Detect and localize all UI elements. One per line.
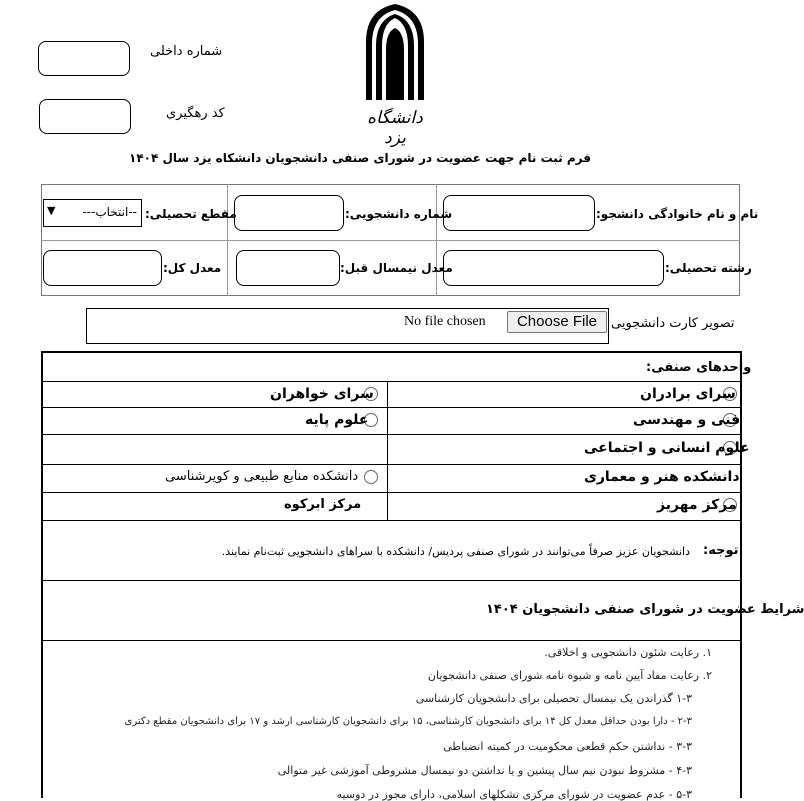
full-name-input[interactable]	[443, 195, 595, 231]
field-label: رشته تحصیلی:	[665, 261, 752, 275]
condition-item: ۱. رعایت شئون دانشجویی و اخلاقی.	[544, 646, 712, 659]
conditions-title: شرایط عضویت در شورای صنفی دانشجویان ۱۴۰۴	[486, 602, 804, 617]
tracking-code-label: کد رهگیری	[166, 106, 225, 121]
note-title: توجه:	[703, 543, 739, 558]
logo-emblem-icon	[356, 2, 434, 102]
prev-gpa-input[interactable]	[236, 250, 340, 286]
total-gpa-label: معدل کل:	[163, 261, 222, 275]
university-logo	[356, 2, 434, 148]
degree-label: مقطع تحصیلی:	[145, 207, 237, 221]
tracking-code-field[interactable]	[39, 99, 131, 134]
internal-number-field[interactable]	[38, 41, 130, 76]
degree-select-value: ---انتخاب--	[82, 205, 137, 219]
condition-item: ۲-۳ - دارا بودن حداقل معدل کل ۱۴ برای دانشجویان کارشناسی، ۱۵ برای دانشجویان کارشناسی ارشد و ۱۷ برای دانشجویان مقطع دکتری	[124, 716, 692, 727]
file-status: No file chosen	[404, 314, 486, 329]
option-sisters-dorm: سرای خواهران	[270, 386, 374, 402]
option-engineering: فنی و مهندسی	[633, 412, 741, 428]
option-mehriz: مرکز مهریز	[657, 497, 737, 513]
option-humanities: علوم انسانی و اجتماعی	[584, 440, 750, 456]
prev-gpa-label: معدل نیمسال قبل:	[340, 261, 453, 275]
option-brothers-dorm: سرای برادران	[640, 386, 736, 402]
total-gpa-input[interactable]	[43, 250, 162, 286]
radio-natural-resources[interactable]	[364, 470, 378, 484]
option-abarkuh: مرکز ابرکوه	[284, 497, 362, 512]
chevron-down-icon: ▼	[47, 204, 56, 217]
field-input[interactable]	[443, 250, 664, 286]
full-name-label: نام و نام خانوادگی دانشجو:	[596, 207, 759, 221]
option-art-architecture: دانشکده هنر و معماری	[584, 469, 740, 485]
degree-select[interactable]	[43, 199, 142, 227]
condition-item: ۲. رعایت مفاد آیین نامه و شیوه نامه شورای صنفی دانشجویان	[427, 669, 712, 682]
condition-item: ۳-۳ - نداشتن حکم قطعی محکومیت در کمیته انضباطی	[443, 740, 692, 753]
form-title: فرم ثبت نام جهت عضویت در شورای صنفی دانشجویان دانشکاه یزد سال ۱۴۰۴	[129, 151, 591, 165]
condition-item: ۱-۳ گذراندن یک نیمسال تحصیلی برای دانشجویان کارشناسی	[415, 692, 692, 705]
internal-number-label: شماره داخلی	[150, 44, 223, 59]
choose-file-button[interactable]: Choose File	[507, 311, 607, 333]
student-number-label: شماره دانشجویی:	[345, 207, 453, 221]
logo-text: دانشگاه یزد	[367, 108, 423, 148]
option-basic-sciences: علوم پایه	[305, 412, 369, 428]
card-image-label: تصویر کارت دانشجویی	[611, 316, 735, 331]
units-heading: واحدهای صنفی:	[646, 360, 752, 375]
condition-item: ۴-۳ - مشروط نبودن نیم سال پیشین و یا نداشتن دو نیمسال مشروطی آموزشی غیر متوالی	[277, 764, 692, 777]
student-number-input[interactable]	[234, 195, 344, 231]
condition-item: ۵-۳ - عدم عضویت در شورای مرکزی تشکلهای اسلامی، دارای مجوز در دوسیه	[336, 788, 692, 801]
note-text: دانشجویان عزیز صرفاً می‌توانند در شورای صنفی پردیس/ دانشکده با سراهای دانشجویی ثبت‌نام نمایند.	[221, 545, 690, 558]
option-natural-resources: دانشکده منابع طبیعی و کویرشناسی	[165, 469, 359, 484]
